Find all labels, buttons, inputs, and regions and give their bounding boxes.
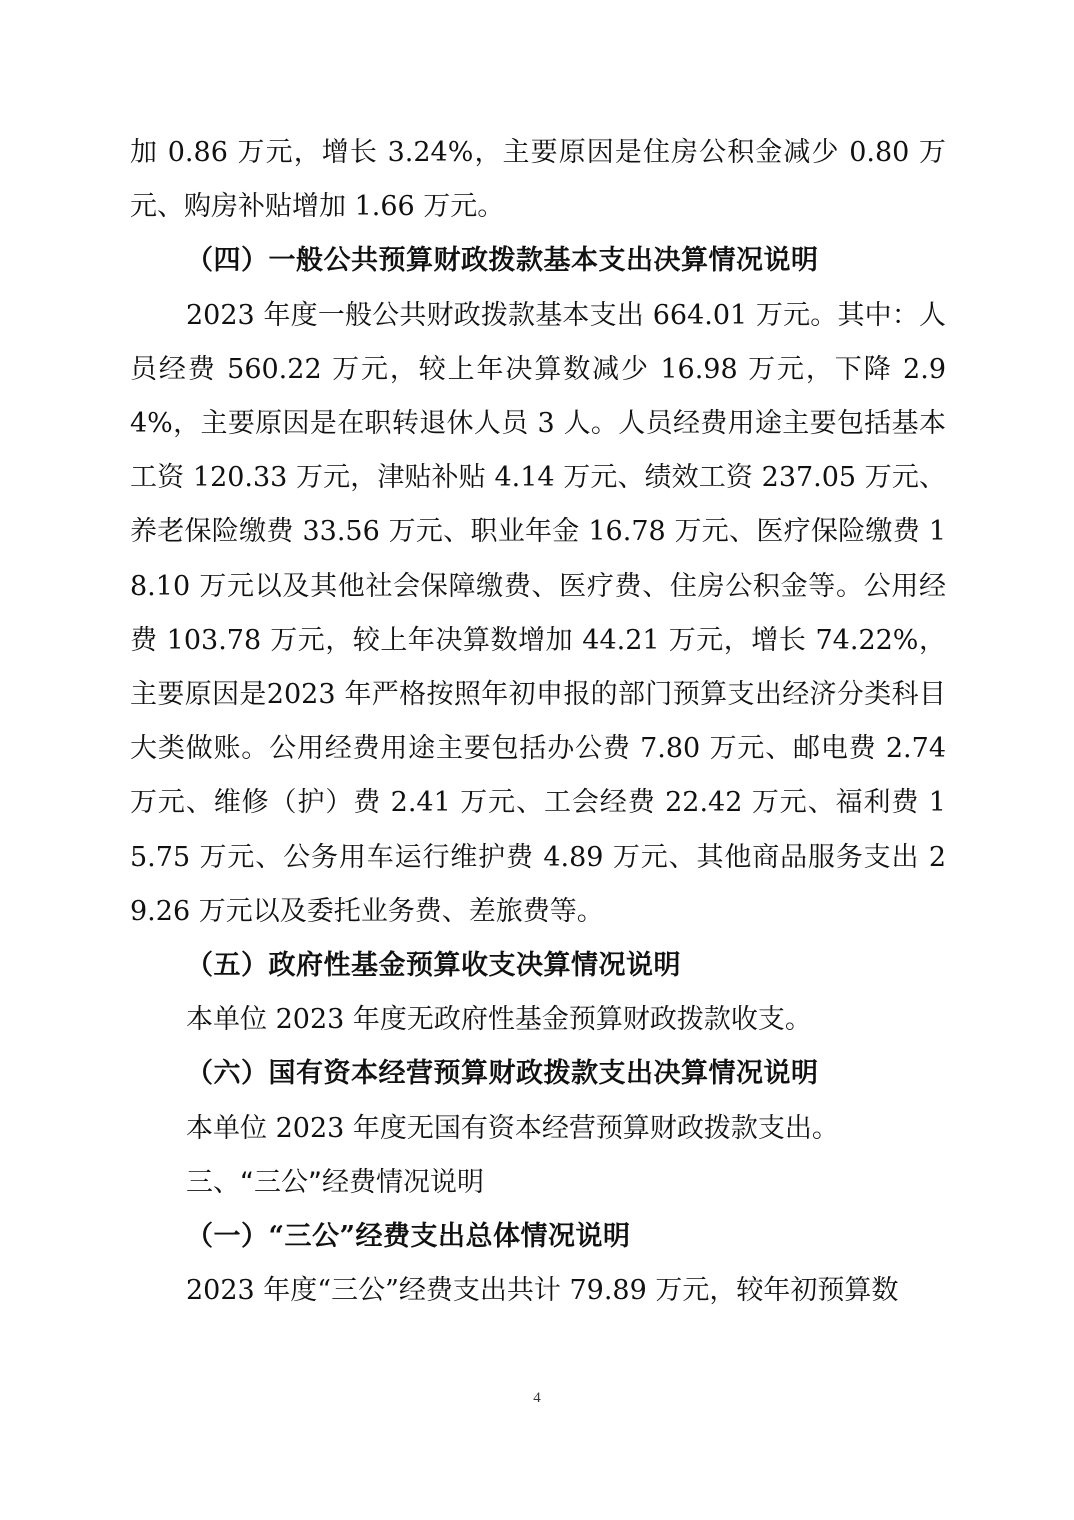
heading-basic-expenditure: （四）一般公共预算财政拨款基本支出决算情况说明: [186, 245, 819, 277]
paragraph-government-fund: 本单位 2023 年度无政府性基金预算财政拨款收支。: [186, 1004, 812, 1036]
heading-state-capital: （六）国有资本经营预算财政拨款支出决算情况说明: [186, 1058, 819, 1090]
page-number: 4: [533, 1390, 541, 1406]
heading-three-public-overall: （一）“三公”经费支出总体情况说明: [186, 1221, 631, 1253]
heading-government-fund: （五）政府性基金预算收支决算情况说明: [186, 950, 681, 982]
paragraph-basic-expenditure: 2023 年度一般公共财政拨款基本支出 664.01 万元。其中：人员经费 560.22 万元，较上年决算数减少 16.98 万元，下降 2.94%，主要原因是在职转退休人员 3 人。人员经费用途主要包括基本工资 120.33 万元，津贴补贴 4.14 万元、绩效工资 237.05 万元、养老保险缴费 33.56 万元、职业年金 16.78 万元、医疗保险缴费 18.10 万元以及其他社会保障缴费、医疗费、住房公积金等。公用经费 103.78 万元，较上年决算数增加 44.21 万元，增长 74.22%，主要原因是2023 年严格按照年初申报的部门预算支出经济分类科目大类做账。公用经费用途主要包括办公费 7.80 万元、邮电费 2.74 万元、维修（护）费 2.41 万元、工会经费 22.42 万元、福利费 15.75 万元、公务用车运行维护费 4.89 万元、其他商品服务支出 29.26 万元以及委托业务费、差旅费等。: [130, 299, 946, 927]
document-body: [130, 126, 946, 1318]
paragraph-housing-change: 加 0.86 万元，增长 3.24%，主要原因是住房公积金减少 0.80 万元、购房补贴增加 1.66 万元。: [130, 137, 946, 223]
section-three-public-expenses: 三、“三公”经费情况说明: [186, 1166, 484, 1198]
paragraph-three-public-overall: 2023 年度“三公”经费支出共计 79.89 万元，较年初预算数: [186, 1275, 899, 1307]
paragraph-state-capital: 本单位 2023 年度无国有资本经营预算财政拨款支出。: [186, 1112, 839, 1144]
